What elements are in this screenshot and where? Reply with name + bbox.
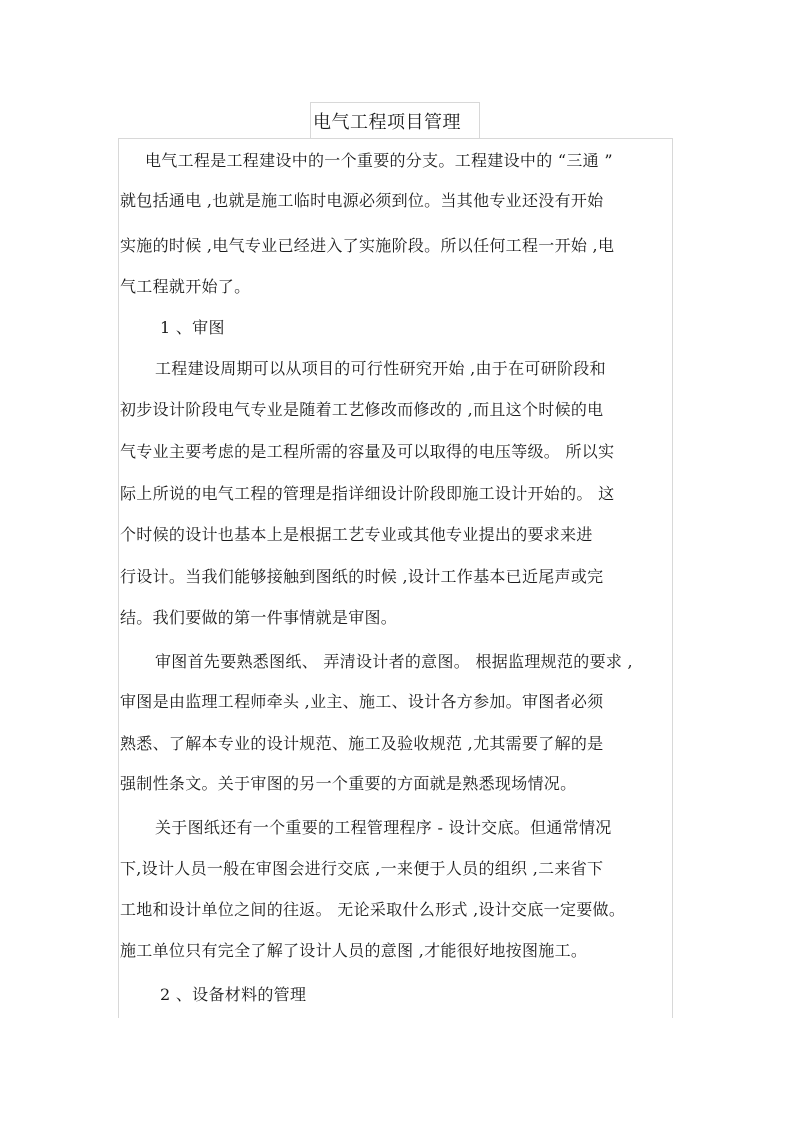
text-line: 下,设计人员一般在审图会进行交底 ,一来便于人员的组织 ,二来省下 bbox=[120, 859, 604, 878]
text-line: 实施的时候 ,电气专业已经进入了实施阶段。所以任何工程一开始 ,电 bbox=[120, 236, 615, 255]
text-line: 审图是由监理工程师牵头 ,业主、施工、设计各方参加。审图者必须 bbox=[120, 692, 604, 711]
section-heading: 1 、审图 bbox=[160, 318, 225, 337]
text-line: 行设计。当我们能够接触到图纸的时候 ,设计工作基本已近尾声或完 bbox=[120, 567, 604, 586]
text-line: 工程建设周期可以从项目的可行性研究开始 ,由于在可研阶段和 bbox=[155, 359, 606, 378]
text-line: 气专业主要考虑的是工程所需的容量及可以取得的电压等级。 所以实 bbox=[120, 442, 615, 461]
text-line: 工地和设计单位之间的往返。 无论采取什么形式 ,设计交底一定要做。 bbox=[120, 900, 626, 919]
text-line: 熟悉、了解本专业的设计规范、施工及验收规范 ,尤其需要了解的是 bbox=[120, 734, 604, 753]
text-line: 就包括通电 ,也就是施工临时电源必须到位。当其他专业还没有开始 bbox=[120, 191, 604, 210]
text-line: 际上所说的电气工程的管理是指详细设计阶段即施工设计开始的。 这 bbox=[120, 484, 615, 503]
text-line: 电气工程是工程建设中的一个重要的分支。工程建设中的 “三通 ” bbox=[145, 151, 613, 170]
text-line: 结。我们要做的第一件事情就是审图。 bbox=[120, 608, 398, 627]
section-heading: 2 、设备材料的管理 bbox=[160, 985, 307, 1004]
text-line: 强制性条文。关于审图的另一个重要的方面就是熟悉现场情况。 bbox=[120, 774, 577, 793]
text-line: 审图首先要熟悉图纸、 弄清设计者的意图。 根据监理规范的要求 , bbox=[155, 652, 633, 671]
text-line: 施工单位只有完全了解了设计人员的意图 ,才能很好地按图施工。 bbox=[120, 941, 588, 960]
text-line: 初步设计阶段电气专业是随着工艺修改而修改的 ,而且这个时候的电 bbox=[120, 400, 604, 419]
text-line: 气工程就开始了。 bbox=[120, 277, 251, 296]
text-line: 关于图纸还有一个重要的工程管理程序 - 设计交底。但通常情况 bbox=[155, 818, 612, 837]
text-line: 个时候的设计也基本上是根据工艺专业或其他专业提出的要求来进 bbox=[120, 525, 593, 544]
document-title: 电气工程项目管理 bbox=[313, 112, 461, 133]
